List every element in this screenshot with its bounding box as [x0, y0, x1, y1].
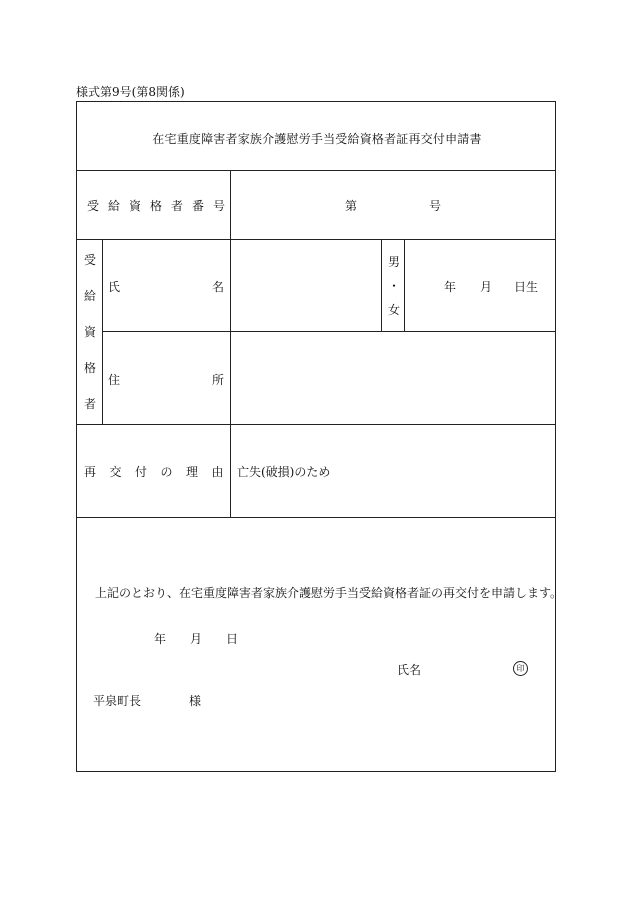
row-divider	[77, 517, 555, 518]
declaration-statement: 上記のとおり、在宅重度障害者家族介護慰労手当受給資格者証の再交付を申請します。	[95, 586, 563, 600]
addressee: 平泉町長	[93, 694, 142, 708]
column-divider	[404, 239, 405, 331]
form-number: 様式第9号(第8関係)	[76, 85, 185, 99]
seal-mark: 印	[513, 661, 528, 676]
declaration-day: 日	[226, 632, 239, 646]
row-divider	[77, 239, 555, 240]
applicant-name-label: 氏名	[397, 663, 422, 677]
reason-label: 再交付の理由	[84, 465, 238, 479]
row-divider	[102, 331, 555, 332]
recipient-vertical-label	[81, 252, 99, 432]
cert-number-suffix: 号	[429, 199, 442, 213]
cert-number-prefix: 第	[345, 199, 358, 213]
row-divider	[77, 170, 555, 171]
reason-value: 亡失(破損)のため	[237, 465, 331, 479]
addressee-honorific: 様	[189, 694, 202, 708]
recipient-char: 給	[83, 289, 96, 303]
application-form	[76, 101, 563, 772]
gender-separator: ・	[387, 279, 400, 293]
recipient-char: 者	[83, 397, 96, 411]
recipient-char: 資	[83, 325, 96, 339]
gender-male: 男	[387, 255, 400, 269]
declaration-month: 月	[190, 632, 203, 646]
column-divider	[102, 239, 103, 424]
gender-female: 女	[387, 303, 400, 317]
address-label-first: 住	[108, 373, 121, 387]
declaration-year: 年	[154, 632, 167, 646]
birth-day-label: 日生	[514, 280, 539, 294]
row-divider	[77, 424, 555, 425]
recipient-char: 受	[83, 253, 96, 267]
recipient-char: 格	[83, 361, 96, 375]
address-label-second: 所	[212, 373, 225, 387]
birth-year-label: 年	[444, 280, 457, 294]
name-label-first: 氏	[108, 280, 121, 294]
birth-month-label: 月	[480, 280, 493, 294]
name-label-second: 名	[212, 280, 225, 294]
gender-options	[385, 254, 403, 326]
form-title: 在宅重度障害者家族介護慰労手当受給資格者証再交付申請書	[152, 132, 482, 146]
column-divider	[381, 239, 382, 331]
cert-number-label: 受給資格者番号	[87, 199, 235, 213]
